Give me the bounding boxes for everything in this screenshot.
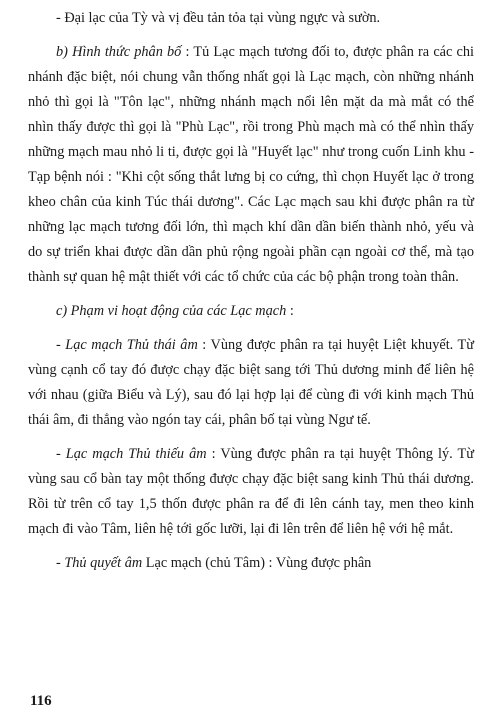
paragraph-thu-quyet-am [28, 551, 474, 576]
paragraph-pham-vi-heading [28, 299, 474, 324]
paragraph-hinh-thuc-phan-bo [28, 40, 474, 290]
paragraph-dai-lac [28, 6, 474, 31]
paragraph-text: Lạc mạch (chủ Tâm) : Vùng được phân [142, 555, 372, 571]
page-number: 116 [30, 693, 52, 709]
paragraph-lead: c) Phạm vi hoạt động của các Lạc mạch [56, 303, 287, 319]
paragraph-lead: - Lạc mạch Thủ thiếu âm [56, 446, 207, 462]
paragraph-text: - Đại lạc của Tỳ và vị đều tản tỏa tại vùng ngực và sườn. [56, 10, 381, 26]
paragraph-text: : Vùng được phân ra tại huyệt Liệt khuyết. Từ vùng cạnh cổ tay đó được chạy đặc biệt sang tới Thủ dương minh để liên hệ với nhau (giữa Biểu và Lý), sau đó lại hợp lại để cùng đi với kinh mạch Thủ thái âm, đi thẳng vào ngón tay cái, phân bố tại vùng Ngư tế. [28, 337, 474, 428]
paragraph-lead: b) Hình thức phân bố [56, 44, 182, 60]
paragraph-lead: - Lạc mạch Thủ thái âm [56, 337, 198, 353]
paragraph-text: : [286, 303, 294, 319]
paragraph-thu-thai-am [28, 333, 474, 433]
paragraph-text: : Vùng được phân ra tại huyệt Thông lý. Từ vùng sau cổ bàn tay một thống được chạy đặc biệt sang kinh Thủ thái dương. Rồi từ trên cổ tay 1,5 thốn được phân ra để đi lên cánh tay, men theo kinh mạch đi vào Tâm, liên hệ tới gốc lưỡi, lại đi lên trên để liên hệ với hệ mắt. [28, 446, 474, 537]
paragraph-text: : Tủ Lạc mạch tương đối to, được phân ra các chi nhánh đặc biệt, nói chung vẫn thống nhất gọi là Lạc mạch, còn những nhánh nhỏ thì gọi là "Tôn lạc", những nhánh mạch nổi lên mặt da mà mắt có thể nhìn thấy được thì gọi là "Phù Lạc", rồi trong Phù mạch mà có thể nhìn thấy những mạch mau nhỏ li ti, được gọi là "Huyết lạc" như trong cuốn Linh khu - Tạp bệnh nói : "Khi cột sống thắt lưng bị co cứng, thì chọn Huyết lạc ở trong kheo chân của kinh Túc thái dương". Các Lạc mạch sau khi được phân ra từ những lạc mạch tương đối lớn, thì mạch khí dần dần biến thành nhỏ, yếu và do sự triển khai được dần dần phủ rộng ngoài phần cạn ngoài cơ thể, mà tạo thành sự quan hệ mật thiết với các tổ chức của các bộ phận trong toàn thân. [28, 44, 474, 285]
paragraph-thu-thieu-am [28, 442, 474, 542]
paragraph-lead: - Thủ quyết âm [56, 555, 143, 571]
